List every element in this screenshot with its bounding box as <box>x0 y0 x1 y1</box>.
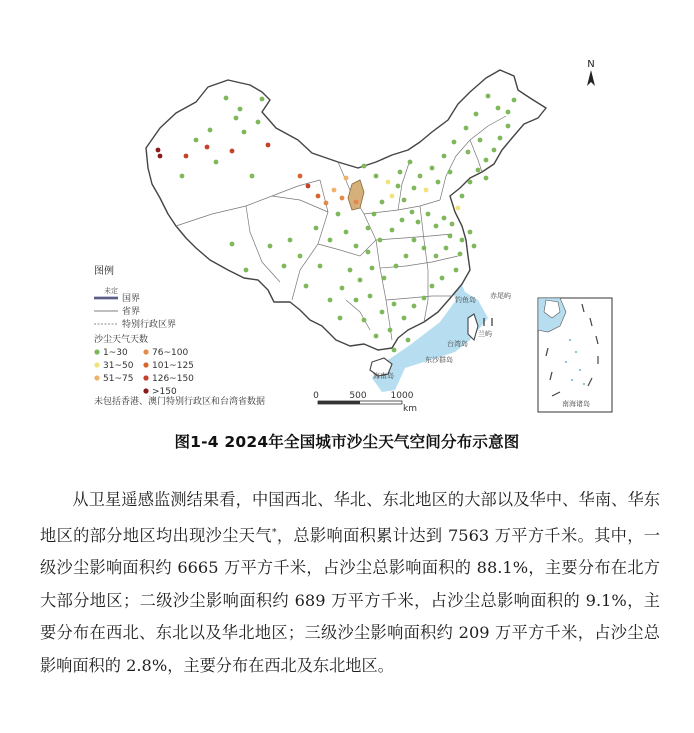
city-dot <box>180 174 185 179</box>
city-dot <box>354 200 359 205</box>
city-dot <box>466 150 471 155</box>
city-dot <box>512 98 517 103</box>
city-dot <box>430 166 435 171</box>
city-dot <box>266 143 271 148</box>
city-dot <box>380 200 385 205</box>
legend-class-0 <box>94 348 128 358</box>
legend-national-boundary-label: 国界 <box>122 294 141 304</box>
city-dot <box>256 120 261 125</box>
svg-text:N: N <box>587 59 595 70</box>
legend-province-boundary <box>94 305 140 317</box>
scale-tick: 500 <box>349 391 367 401</box>
city-dot <box>472 244 477 249</box>
city-dot <box>316 194 321 199</box>
city-dot <box>412 304 417 309</box>
city-dot <box>476 168 481 173</box>
city-dot <box>390 228 395 233</box>
city-dot <box>354 244 359 249</box>
city-dot <box>496 106 501 111</box>
taiwan-label: 台湾岛 <box>447 340 468 348</box>
legend-title: 图例 <box>94 266 114 277</box>
city-dot <box>366 226 371 231</box>
legend-swatch <box>94 375 99 380</box>
legend-class-2 <box>94 374 133 384</box>
city-dot <box>408 160 413 165</box>
south-sea-inset <box>538 298 612 412</box>
city-dot <box>208 128 213 133</box>
city-dot <box>468 230 473 235</box>
city-dot <box>388 328 393 333</box>
legend-swatch <box>143 388 148 393</box>
city-dot <box>298 254 303 259</box>
city-dot <box>442 154 447 159</box>
city-dot <box>242 130 247 135</box>
city-dot <box>282 264 287 269</box>
city-dot <box>340 286 345 291</box>
south-sea-label: 南海诸岛 <box>562 400 590 408</box>
city-dot <box>430 284 435 289</box>
city-dot <box>368 294 373 299</box>
city-dot <box>464 126 469 131</box>
legend-class-label: 1~30 <box>103 348 128 358</box>
city-dot <box>468 180 473 185</box>
legend-swatch <box>143 375 148 380</box>
city-dot <box>418 174 423 179</box>
city-dot <box>486 94 491 99</box>
city-dot <box>372 212 377 217</box>
legend-swatch <box>143 362 148 367</box>
city-dot <box>214 160 219 165</box>
city-dot <box>314 226 319 231</box>
scale-tick: 1000 <box>390 391 414 401</box>
city-dot <box>328 298 333 303</box>
city-dot <box>404 254 409 259</box>
scale-bar <box>313 391 417 414</box>
city-dot <box>354 298 359 303</box>
body-paragraph <box>40 484 660 682</box>
city-dot <box>458 252 463 257</box>
city-dot <box>205 145 210 150</box>
city-dot <box>250 174 255 179</box>
city-dot <box>224 96 229 101</box>
city-dot <box>406 338 411 343</box>
city-dot <box>398 170 403 175</box>
city-dot <box>348 268 353 273</box>
city-dot <box>378 238 383 243</box>
city-dot <box>448 170 453 175</box>
legend-province-boundary-label: 省界 <box>122 307 141 317</box>
city-dot <box>448 234 453 239</box>
city-dot <box>402 316 407 321</box>
city-dot <box>444 246 449 251</box>
body-part-2: ，总影响面积累计达到 7563 万平方千米。其中，一级沙尘影响面积约 6665 万平方千米，占沙尘总影响面积的 88.1%，主要分布在北方大部分地区；二级沙尘影响面积约 689 万平方千米，占沙尘总影响面积的 9.1%，主要分布在西北、东北以及华北地区；三级沙尘影响面积约 209 万平方千米，占沙尘总影响面积的 2.8%，主要分布在西北及东北地区。 <box>40 525 660 675</box>
city-dot <box>416 220 421 225</box>
city-dot <box>370 266 375 271</box>
city-dot <box>412 238 417 243</box>
city-dot <box>484 176 489 181</box>
city-dot <box>390 194 395 199</box>
city-dot <box>268 244 273 249</box>
city-dot <box>374 334 379 339</box>
legend-class-label: 126~150 <box>152 374 194 384</box>
city-dot <box>478 138 483 143</box>
dongsha-label: 东沙群岛 <box>425 356 453 364</box>
city-dot <box>318 264 323 269</box>
legend-class-1 <box>94 361 133 371</box>
city-dot <box>380 310 385 315</box>
legend-class-label: 101~125 <box>152 361 194 371</box>
legend-undefined-note: 未定 <box>104 287 118 295</box>
hainan-label: 海南岛 <box>373 372 394 380</box>
legend-swatch <box>143 349 148 354</box>
city-dot <box>340 196 345 201</box>
city-dot <box>422 246 427 251</box>
city-dot <box>234 116 239 121</box>
legend-sar-boundary <box>94 318 176 330</box>
city-dot <box>456 206 461 211</box>
legend-sar-boundary-label: 特别行政区界 <box>122 320 177 330</box>
city-dot <box>158 154 163 159</box>
legend-class-label: 76~100 <box>152 348 189 358</box>
city-dot <box>344 230 349 235</box>
city-dot <box>506 124 511 129</box>
legend-class-4 <box>143 361 194 371</box>
body-text <box>40 484 660 682</box>
city-dot <box>452 140 457 145</box>
city-dot <box>498 136 503 141</box>
lanyu-label: 兰屿 <box>478 330 492 338</box>
chiwei-label: 赤尾屿 <box>490 292 511 300</box>
city-dot <box>400 218 405 223</box>
city-dot <box>460 194 465 199</box>
city-dot <box>362 318 367 323</box>
city-dot <box>288 238 293 243</box>
city-dot <box>358 278 363 283</box>
city-dot <box>260 97 265 102</box>
city-dot <box>394 264 399 269</box>
city-dot <box>422 296 427 301</box>
city-dot <box>506 110 511 115</box>
legend-classes <box>94 348 194 397</box>
city-dot <box>436 180 441 185</box>
figure-caption: 图1-4 2024年全国城市沙尘天气空间分布示意图 <box>174 433 520 451</box>
city-dot <box>460 238 465 243</box>
city-dot <box>386 180 391 185</box>
legend-class-label: 51~75 <box>103 374 134 384</box>
city-dot <box>328 238 333 243</box>
china-outline <box>146 70 546 350</box>
city-dot <box>366 250 371 255</box>
city-dot <box>474 112 479 117</box>
legend-swatch <box>94 362 99 367</box>
legend <box>94 264 265 407</box>
city-dot <box>396 184 401 189</box>
legend-national-boundary <box>94 286 140 304</box>
legend-class-label: >150 <box>152 387 177 397</box>
body-part-1: 从卫星遥感监测结果看，中国西北、华北、东北地区的大部以及华中、华南、华东地区的部分地区均出现沙尘天气 <box>40 490 660 545</box>
city-dot <box>410 210 415 215</box>
city-dot <box>450 222 455 227</box>
city-dot <box>442 216 447 221</box>
legend-dust-title: 沙尘天气天数 <box>94 335 149 345</box>
city-dot <box>426 212 431 217</box>
city-dot <box>230 149 235 154</box>
legend-class-6 <box>143 387 177 397</box>
city-dot <box>392 302 397 307</box>
city-dot <box>484 158 489 163</box>
city-dot <box>402 198 407 203</box>
city-dot <box>412 186 417 191</box>
legend-class-label: 31~50 <box>103 361 134 371</box>
city-dot <box>156 148 161 153</box>
city-dot <box>362 164 367 169</box>
scale-unit: km <box>403 404 417 414</box>
scale-tick: 0 <box>313 391 319 401</box>
city-dot <box>338 316 343 321</box>
city-dot <box>184 154 189 159</box>
city-dot <box>374 174 379 179</box>
city-dot <box>344 176 349 181</box>
city-dot <box>492 148 497 153</box>
city-dot <box>244 268 249 273</box>
legend-class-5 <box>143 374 194 384</box>
legend-note: 未包括香港、澳门特别行政区和台湾省数据 <box>94 397 266 407</box>
city-dot <box>238 107 243 112</box>
city-dot <box>336 212 341 217</box>
city-dot <box>230 242 235 247</box>
city-dot <box>304 284 309 289</box>
diaoyu-label: 钓鱼岛 <box>455 296 476 304</box>
city-dot <box>382 276 387 281</box>
city-dot <box>306 184 311 189</box>
city-dot <box>324 201 329 206</box>
city-dot <box>194 138 199 143</box>
footnote-mark: * <box>271 527 277 538</box>
city-dot <box>434 224 439 229</box>
city-dot <box>440 276 445 281</box>
city-dot <box>392 348 397 353</box>
legend-class-3 <box>143 348 188 358</box>
legend-swatch <box>94 349 99 354</box>
city-dot <box>434 254 439 259</box>
north-arrow <box>587 59 595 86</box>
city-dot <box>298 174 303 179</box>
city-dot <box>332 188 337 193</box>
city-dot <box>454 268 459 273</box>
city-dot <box>424 188 429 193</box>
